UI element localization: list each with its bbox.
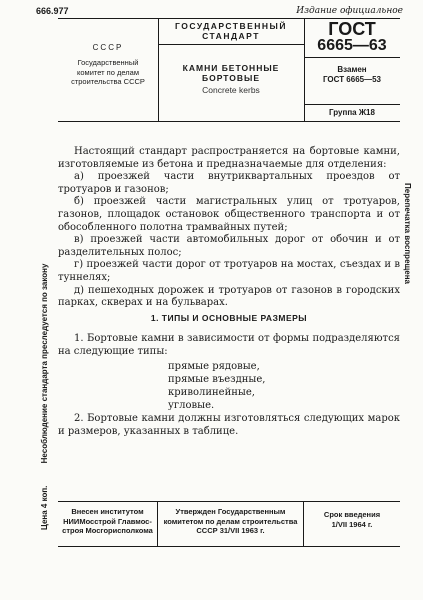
list-item: угловые.	[168, 400, 215, 411]
document-title-en: Concrete kerbs	[202, 85, 260, 95]
list-item: прямые въездные,	[168, 374, 266, 385]
approved-by: Утвержден Государственным комитетом по делам строительства СССР 31/VII 1963 г.	[158, 502, 304, 546]
introduced-by: Внесен институтом НИИМосстрой Главмос- строя Мосгорисполкома	[58, 502, 158, 546]
list-item: г) проезжей части дорог от тротуаров на мостах, съездах и в туннелях;	[58, 259, 400, 283]
gost-label: ГОСТ	[328, 19, 376, 39]
committee-label: Государственный комитет по делам строительства СССР	[71, 58, 145, 86]
intro-text	[58, 146, 400, 310]
footer-table	[58, 501, 400, 547]
list-item: в) проезжей части автомобильных дорог от обочин и от разделительных полос;	[58, 234, 400, 258]
document-title: КАМНИ БЕТОННЫЕ БОРТОВЫЕ	[182, 63, 280, 83]
clause-1: 1. Бортовые камни в зависимости от формы подразделяются на следующие типы:	[58, 333, 400, 357]
section-title: 1. ТИПЫ И ОСНОВНЫЕ РАЗМЕРЫ	[150, 313, 308, 323]
gost-number: 6665—63	[304, 38, 400, 58]
header-left-cell	[58, 19, 159, 121]
header-right-cell	[304, 19, 400, 121]
margin-note-right: Перепечатка воспрещена	[403, 183, 412, 284]
replaces-note: Взамен ГОСТ 6665—53	[322, 65, 382, 84]
header-mid-cell	[158, 19, 305, 121]
list-item: б) проезжей части магистральных улиц от тротуаров, газонов, площадок остановок общественного транспорта и от обособленного полотна трамвайных путей;	[58, 196, 400, 233]
udk-code: 666.977	[36, 6, 69, 16]
country-label: СССР	[92, 43, 124, 52]
effective-date: Срок введения 1/VII 1964 г.	[323, 510, 381, 529]
types-list	[168, 360, 265, 412]
margin-note-left: Цена 4 коп. Несоблюдение стандарта преследуется по закону	[40, 263, 49, 530]
clause-2: 2. Бортовые камни должны изготовляться следующих марок и размеров, указанных в таблице.	[58, 413, 400, 437]
list-item: а) проезжей части внутриквартальных проездов от тротуаров и газонов;	[58, 171, 400, 195]
list-item: прямые рядовые,	[168, 361, 260, 372]
paragraph: Настоящий стандарт распространяется на бортовые камни, изготовляемые из бетона и предназначаемые для отделения:	[58, 146, 400, 170]
list-item: криволинейные,	[168, 387, 255, 398]
standard-heading: ГОСУДАРСТВЕННЫЙ СТАНДАРТ	[158, 19, 304, 45]
list-item: д) пешеходных дорожек и тротуаров от газонов в городских парках, скверах и на бульварах.	[58, 284, 400, 309]
group-code: Группа Ж18	[304, 104, 400, 121]
top-line	[36, 6, 403, 18]
header-table	[58, 18, 400, 122]
edition-note: Издание официальное	[296, 6, 403, 16]
